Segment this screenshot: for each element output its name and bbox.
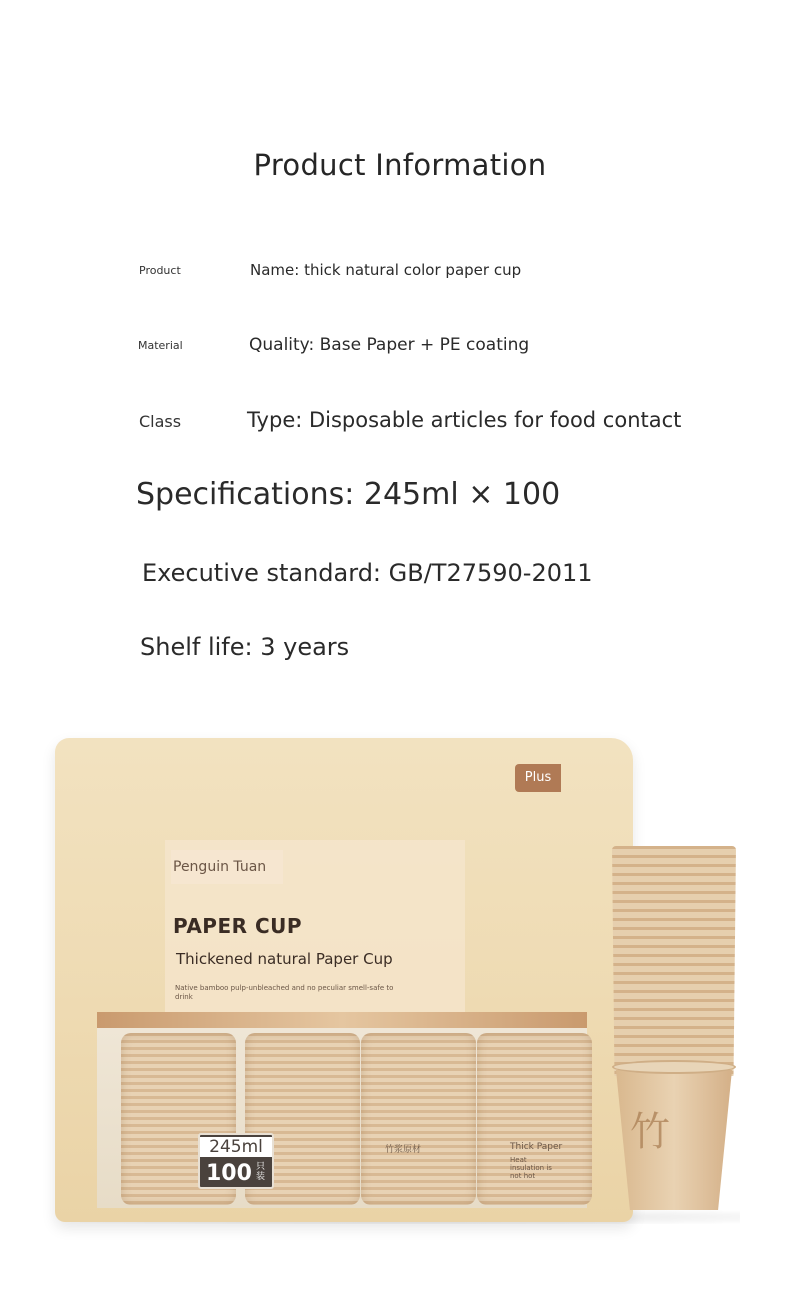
executive-standard: Executive standard: GB/T27590-2011	[142, 559, 593, 587]
material-value: Quality: Base Paper + PE coating	[249, 335, 530, 355]
product-value: Name: thick natural color paper cup	[250, 261, 522, 279]
product-subtitle: Thickened natural Paper Cup	[176, 950, 393, 968]
paper-cup-bag	[55, 738, 633, 1222]
cup-stack-loose	[612, 846, 736, 1076]
cup-rim	[612, 1060, 736, 1074]
class-value: Type: Disposable articles for food contact	[247, 408, 682, 432]
shelf-life: Shelf life: 3 years	[140, 633, 350, 661]
bamboo-mark: 竹浆原材	[385, 1145, 422, 1155]
bag-stripe	[97, 1012, 587, 1028]
thick-paper-mark: Thick Paper	[510, 1142, 563, 1152]
product-photo	[0, 720, 800, 1304]
product-label: Product	[139, 264, 181, 277]
specifications: Specifications: 245ml × 100	[136, 477, 561, 512]
brand-name: Penguin Tuan	[171, 850, 283, 884]
badge-volume: 245ml	[200, 1137, 272, 1158]
product-name: PAPER CUP	[173, 914, 303, 938]
class-label: Class	[139, 412, 182, 431]
page-title: Product Information	[253, 148, 547, 182]
material-label: Material	[138, 339, 183, 352]
badge-unit: 只装	[256, 1162, 266, 1182]
quantity-badge	[198, 1133, 274, 1189]
cup-stack-3	[361, 1033, 476, 1205]
plus-tag: Plus	[515, 764, 561, 792]
bamboo-glyph: 竹	[630, 1109, 670, 1155]
heat-mark: Heat insulation is not hot	[510, 1156, 552, 1180]
product-note: Native bamboo pulp-unbleached and no peculiar smell-safe to drink	[175, 984, 394, 1001]
badge-count: 100	[206, 1161, 252, 1186]
